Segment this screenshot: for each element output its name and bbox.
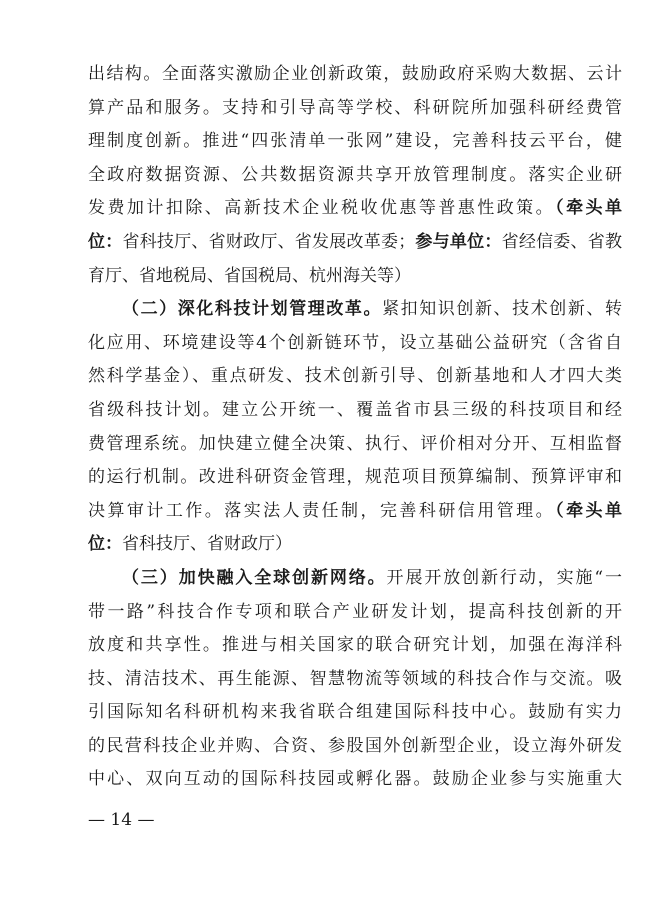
text-line: 的运行机制。改进科研资金管理，规范项目预算编制、预算评审和 — [88, 467, 622, 488]
document-body — [88, 58, 622, 797]
text-line: 带一路”科技合作专项和联合产业研发计划，提高科技创新的开 — [88, 601, 622, 622]
text-line: 算产品和服务。支持和引导高等学校、科研院所加强科研经费管 — [88, 97, 622, 118]
text-line: 全政府数据资源、公共数据资源共享开放管理制度。落实企业研 — [88, 164, 622, 185]
lead-unit-label: （牵头单 — [555, 198, 623, 219]
text-line — [88, 293, 622, 327]
text-line: 育厅、省地税局、省国税局、杭州海关等） — [88, 265, 411, 286]
text-line — [88, 495, 622, 529]
text-line — [88, 192, 622, 226]
text-line — [88, 528, 622, 562]
text-line: 理制度创新。推进“四张清单一张网”建设，完善科技云平台，健 — [88, 131, 622, 152]
text-run: 省科技厅、省财政厅） — [122, 534, 292, 555]
text-line — [88, 226, 622, 260]
text-line — [88, 562, 622, 596]
text-line: 中心、双向互动的国际科技园或孵化器。鼓励企业参与实施重大 — [88, 769, 622, 790]
lead-unit-label: 位： — [88, 231, 123, 252]
text-line: 技、清洁技术、再生能源、智慧物流等领域的科技合作与交流。吸 — [88, 668, 622, 689]
paragraph-section-3 — [88, 562, 622, 797]
paragraph-continuation — [88, 58, 622, 293]
text-run: 决算审计工作。落实法人责任制，完善科研信用管理。 — [88, 500, 556, 521]
text-run: 开展开放创新行动，实施“一 — [386, 567, 622, 588]
text-line: 然科学基金）、重点研发、技术创新引导、创新基地和人才四大类 — [88, 366, 622, 387]
text-line: 出结构。全面落实激励企业创新政策，鼓励政府采购大数据、云计 — [88, 64, 622, 84]
text-run: 省经信委、省教 — [501, 231, 623, 252]
section-heading: （二）深化科技计划管理改革。 — [122, 299, 383, 320]
text-line: 省级科技计划。建立公开统一、覆盖省市县三级的科技项目和经 — [88, 399, 622, 420]
page-number: — 14 — — [88, 810, 155, 830]
text-line: 化应用、环境建设等4个创新链环节，设立基础公益研究（含省自 — [88, 332, 622, 353]
text-run: 紧扣知识创新、技术创新、转 — [382, 299, 623, 320]
text-run: 发费加计扣除、高新技术企业税收优惠等普惠性政策。 — [88, 198, 556, 219]
text-run: 省科技厅、省财政厅、省发展改革委； — [122, 231, 416, 252]
lead-unit-label: （牵头单 — [555, 500, 623, 521]
text-line: 的民营科技企业并购、合资、参股国外创新型企业，设立海外研发 — [88, 735, 622, 756]
text-line: 费管理系统。加快建立健全决策、执行、评价相对分开、互相监督 — [88, 433, 622, 454]
paragraph-section-2 — [88, 293, 622, 562]
section-heading: （三）加快融入全球创新网络。 — [122, 567, 387, 588]
lead-unit-label: 位： — [88, 534, 122, 555]
text-line: 引国际知名科研机构来我省联合组建国际科技中心。鼓励有实力 — [88, 702, 622, 723]
text-line: 放度和共享性。推进与相关国家的联合研究计划，加强在海洋科 — [88, 635, 622, 656]
participating-unit-label: 参与单位： — [415, 231, 502, 252]
